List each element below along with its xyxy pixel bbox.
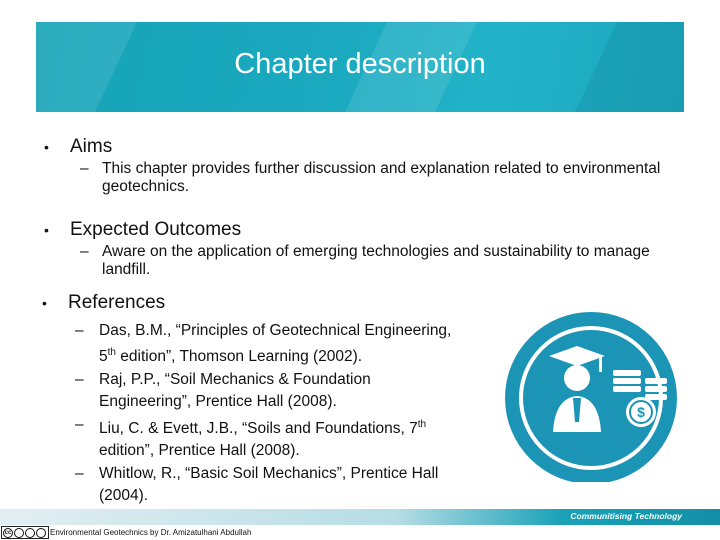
bullet-marker: • [44,139,49,155]
section-label-aims: Aims [70,136,113,157]
graduate-coins-emblem-icon [495,312,695,482]
dash-marker: – [80,243,89,260]
section-label-outcomes: Expected Outcomes [70,219,242,240]
license-glyph [36,528,46,538]
superscript: th [417,419,427,431]
license-glyph [14,528,24,538]
svg-text:$: $ [637,404,645,420]
dash-marker: – [75,322,84,339]
reference-text: Whitlow, R., “Basic Soil Mechanics”, Prentice Hall [99,465,439,483]
section-label-references: References [68,292,166,313]
section-references [42,292,165,314]
reference-text: edition”, Prentice Hall (2008). [99,442,300,460]
footer-tagline: Communitising Technology [570,511,682,521]
license-glyph [25,528,35,538]
reference-text: edition”, Thomson Learning (2002). [115,348,363,366]
footer-credit: Environmental Geotechnics by Dr. Amizatulhani Abdullah [50,528,252,537]
reference-text: Liu, C. & Evett, J.B., “Soils and Foundations, 7 [99,420,418,438]
reference-item [75,369,525,413]
reference-text: Raj, P.P., “Soil Mechanics & Foundation [99,371,371,389]
outcomes-text: Aware on the application of emerging technologies and sustainability to manage landfill. [102,243,650,278]
creative-commons-license-icon [1,526,49,539]
reference-text: (2004). [99,487,149,505]
section-aims [44,136,112,158]
reference-text: Engineering”, Prentice Hall (2008). [99,393,337,411]
references-list [75,320,525,508]
dash-marker: – [75,416,84,434]
bullet-marker: • [42,295,47,311]
reference-text: Das, B.M., “Principles of Geotechnical Engineering, [99,322,452,339]
license-glyph: cc [4,529,12,536]
dash-marker: – [80,160,89,177]
reference-item [75,414,525,462]
aims-text: This chapter provides further discussion and explanation related to environmental geotechnics. [102,160,661,195]
bullet-marker: • [44,222,49,238]
reference-item [75,320,525,368]
reference-item [75,463,525,507]
dash-marker: – [75,465,84,483]
section-expected-outcomes [44,219,241,241]
reference-text: 5 [99,348,108,366]
outcomes-item [80,243,700,279]
superscript: th [107,347,116,358]
dash-marker: – [75,371,84,389]
aims-item [80,160,680,196]
page-title: Chapter description [234,48,486,80]
